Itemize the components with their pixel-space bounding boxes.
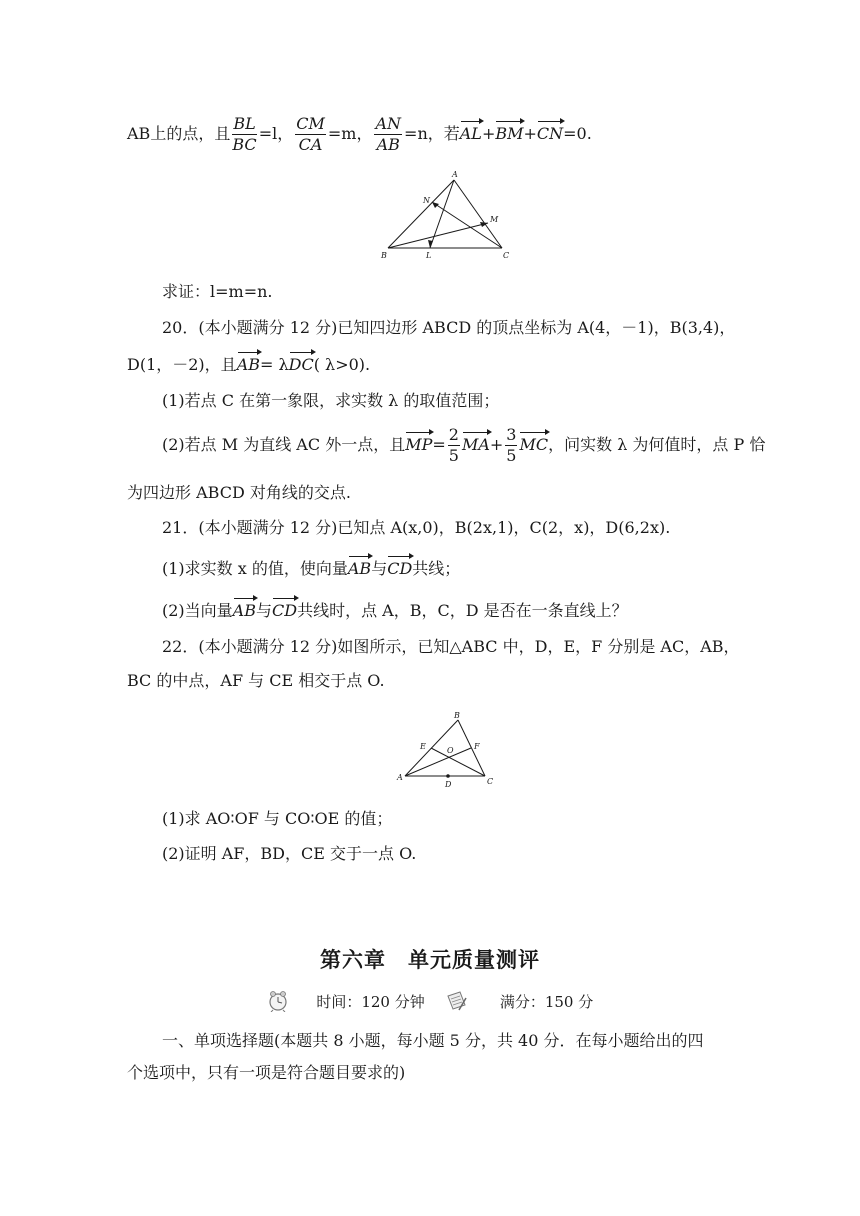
vector-mc: MC — [519, 435, 549, 454]
vector-ab: AB — [236, 355, 260, 374]
edge-ab — [388, 180, 454, 248]
q20-part2-a: (2)若点 M 为直线 AC 外一点，且 — [162, 435, 406, 454]
q20-condition — [127, 354, 370, 376]
fraction-an-ab: $\frac{AN}{AB}$ — [375, 114, 402, 154]
q22-triangle-figure — [395, 706, 507, 792]
edge-ac — [454, 180, 502, 248]
paper-icon — [444, 990, 468, 1016]
q22-part1: (1)求 AO∶OF 与 CO∶OE 的值； — [162, 809, 393, 828]
label-n: N — [423, 196, 430, 205]
fraction-3-5: $\frac{3}{5}$ — [506, 425, 517, 465]
edge-bc — [458, 720, 485, 776]
q20-cond-a: D(1，－2)，且 — [127, 355, 237, 374]
label-c: C — [503, 251, 510, 260]
q20-cond-b: = λ — [260, 355, 289, 374]
vector-bm: BM — [495, 124, 524, 143]
fraction-cm-ca: $\frac{CM}{CA}$ — [296, 114, 325, 154]
segment-af — [405, 748, 471, 776]
chapter-title — [0, 944, 860, 974]
label-d: D — [445, 780, 452, 789]
q19-proof: 求证：l=m=n. — [162, 282, 273, 301]
exam-meta — [0, 990, 860, 1016]
label-a: A — [452, 170, 458, 179]
eq-sign: = — [432, 435, 446, 454]
label-l: L — [426, 251, 432, 260]
q19-triangle-figure — [376, 168, 516, 262]
vector-ab: AB — [347, 559, 372, 578]
arrow-l — [428, 240, 433, 248]
q21-part1-a: (1)求实数 x 的值，使向量 — [162, 559, 348, 578]
label-m: M — [490, 215, 499, 224]
chapter-number: 第六章 — [320, 948, 386, 972]
label-b: B — [454, 711, 460, 720]
label-c: C — [487, 777, 494, 786]
plus-sign: + — [523, 124, 537, 143]
q21-stem: 21．(本小题满分 12 分)已知点 A(x,0)，B(2x,1)，C(2，x)，D(6,2x). — [162, 518, 671, 537]
q21-part2-b: 共线时，点 A，B，C，D 是否在一条直线上？ — [297, 601, 628, 620]
q20-part2-tail: 为四边形 ABCD 对角线的交点. — [127, 483, 351, 502]
q19-eq3: =n，若 — [404, 124, 460, 143]
vector-ab: AB — [232, 601, 256, 620]
q20-cond-c: ( λ>0). — [313, 355, 371, 374]
vector-cd: CD — [272, 601, 298, 620]
q21-with: 与 — [371, 559, 388, 578]
section1-heading: 一、单项选择题(本题共 8 小题，每小题 5 分，共 40 分．在每小题给出的四 — [162, 1031, 704, 1050]
q22-stem: 22．(本小题满分 12 分)如图所示，已知△ABC 中，D，E，F 分别是 AC，AB， — [162, 637, 740, 656]
exam-time: 时间：120 分钟 — [316, 993, 425, 1011]
q20-part1: (1)若点 C 在第一象限，求实数 λ 的取值范围； — [162, 391, 500, 410]
fraction-2-5: $\frac{2}{5}$ — [448, 425, 459, 465]
segment-cn — [432, 202, 502, 248]
eq-zero: =0. — [563, 124, 592, 143]
q19-eq1: =l， — [258, 124, 294, 143]
clock-icon — [267, 990, 289, 1016]
q22-part2: (2)证明 AF，BD，CE 交于一点 O. — [162, 844, 417, 863]
label-b: B — [381, 251, 387, 260]
q20-part2-b: ，问实数 λ 为何值时，点 P 恰 — [548, 435, 766, 454]
q19-condition-line — [127, 115, 592, 154]
vector-cd: CD — [387, 559, 413, 578]
q22-stem-cont: BC 的中点，AF 与 CE 相交于点 O. — [127, 671, 385, 690]
label-a: A — [397, 773, 403, 782]
arrow-n — [432, 202, 439, 208]
vector-cn: CN — [536, 124, 564, 143]
point-d — [446, 774, 450, 778]
section1-heading-cont: 个选项中，只有一项是符合题目要求的) — [127, 1063, 406, 1082]
fraction-bl-bc: $\frac{BL}{BC}$ — [232, 114, 257, 154]
q21-with: 与 — [255, 601, 272, 620]
plus-sign: + — [489, 435, 504, 454]
q21-part1-b: 共线； — [412, 559, 461, 578]
label-e: E — [420, 742, 426, 751]
q20-part2 — [162, 426, 765, 465]
vector-mp: MP — [405, 435, 433, 454]
vector-al: AL — [459, 124, 482, 143]
q20-stem: 20．(本小题满分 12 分)已知四边形 ABCD 的顶点坐标为 A(4，－1)，B(3,4)， — [162, 318, 736, 337]
q21-part2 — [162, 600, 628, 622]
q19-prefix: AB上的点，且 — [127, 124, 231, 143]
q21-part1 — [162, 558, 460, 580]
q19-eq2: =m， — [327, 124, 373, 143]
label-o: O — [447, 746, 454, 755]
chapter-name: 单元质量测评 — [408, 948, 540, 972]
exam-score: 满分：150 分 — [499, 993, 594, 1011]
plus-sign: + — [481, 124, 496, 143]
vector-dc: DC — [288, 355, 314, 374]
label-f: F — [474, 742, 480, 751]
vector-ma: MA — [461, 435, 490, 454]
q21-part2-a: (2)当向量 — [162, 601, 233, 620]
